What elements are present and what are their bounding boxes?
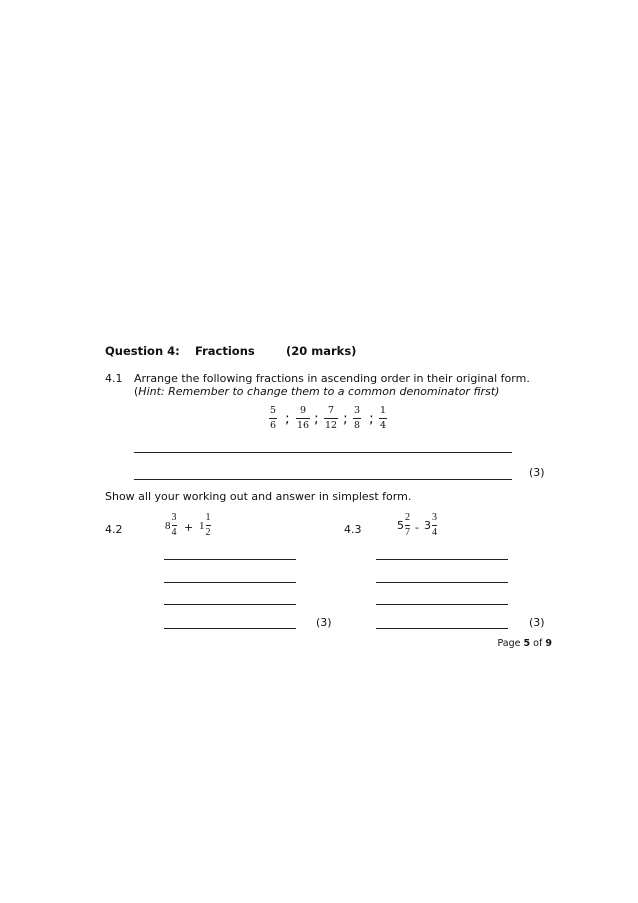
of-label: of xyxy=(533,638,543,649)
q42-term1-numerator: 3 xyxy=(171,512,177,523)
q43-marks: (3) xyxy=(529,616,545,629)
fraction-separator: ; xyxy=(369,411,374,427)
fraction-4-numerator: 3 xyxy=(354,405,361,416)
q43-term1-numerator: 2 xyxy=(405,512,410,523)
total-pages: 9 xyxy=(545,638,552,649)
q41-number: 4.1 xyxy=(105,372,123,385)
q41-answer-line[interactable] xyxy=(134,479,512,480)
fraction-1-numerator: 5 xyxy=(270,405,277,416)
question-title: Question 4: xyxy=(105,344,180,358)
q42-answer-line[interactable] xyxy=(164,628,296,629)
page-label: Page xyxy=(497,638,521,649)
q43-answer-line[interactable] xyxy=(376,559,508,560)
fraction-3-numerator: 7 xyxy=(328,405,335,416)
fraction-2-bar xyxy=(296,418,310,419)
q41-hint-text: Hint: Remember to change them to a common denominator first) xyxy=(138,385,500,398)
q43-operator: - xyxy=(415,521,419,534)
fraction-4 xyxy=(353,406,361,431)
fraction-separator: ; xyxy=(314,411,319,427)
q41-hint xyxy=(134,385,499,398)
fraction-5-denominator: 4 xyxy=(380,420,387,431)
q43-answer-line[interactable] xyxy=(376,628,508,629)
q42-term1-denominator: 4 xyxy=(171,527,177,538)
q42-term1-whole: 8 xyxy=(165,519,171,532)
q43-term1-denominator: 7 xyxy=(405,527,410,538)
q42-term2-numerator: 1 xyxy=(205,512,211,523)
q42-term1-fraction xyxy=(172,513,177,538)
fraction-separator: ; xyxy=(343,411,348,427)
q43-term1-bar xyxy=(405,525,410,526)
fraction-2-denominator: 16 xyxy=(297,420,310,431)
q42-operator: + xyxy=(184,521,194,534)
fraction-4-denominator: 8 xyxy=(354,420,361,431)
fraction-4-bar xyxy=(353,418,361,419)
current-page: 5 xyxy=(523,638,531,649)
q42-term2 xyxy=(199,513,211,538)
question-topic: Fractions xyxy=(195,344,255,358)
q43-term2-numerator: 3 xyxy=(432,512,437,523)
q43-term2-denominator: 4 xyxy=(432,527,437,538)
q42-term2-fraction xyxy=(206,513,211,538)
q42-answer-line[interactable] xyxy=(164,582,296,583)
q43-term2-whole: 3 xyxy=(424,519,431,532)
q42-marks: (3) xyxy=(316,616,332,629)
q42-term2-bar xyxy=(206,525,211,526)
fraction-5-bar xyxy=(379,418,387,419)
fraction-separator: ; xyxy=(285,411,290,427)
q41-answer-line[interactable] xyxy=(134,452,512,453)
q43-answer-line[interactable] xyxy=(376,582,508,583)
q43-term1-whole: 5 xyxy=(397,519,404,532)
q43-term2-bar xyxy=(432,525,437,526)
fraction-5 xyxy=(379,406,387,431)
fraction-3-denominator: 12 xyxy=(325,420,338,431)
fraction-2 xyxy=(296,406,310,431)
working-instruction: Show all your working out and answer in simplest form. xyxy=(105,490,412,503)
q42-answer-line[interactable] xyxy=(164,604,296,605)
q41-instruction: Arrange the following fractions in ascending order in their original form. xyxy=(134,372,530,385)
page-number xyxy=(497,638,552,649)
q41-hint-open: ( xyxy=(134,385,139,398)
fraction-3 xyxy=(324,406,338,431)
q41-marks: (3) xyxy=(529,466,545,479)
q43-term2 xyxy=(424,513,437,538)
q42-term2-whole: 1 xyxy=(199,519,205,532)
q42-number: 4.2 xyxy=(105,523,123,536)
q43-term1 xyxy=(397,513,410,538)
fraction-1 xyxy=(269,406,277,431)
q42-term2-denominator: 2 xyxy=(205,527,211,538)
fraction-1-denominator: 6 xyxy=(270,420,277,431)
q43-term2-fraction xyxy=(432,513,437,538)
q42-answer-line[interactable] xyxy=(164,559,296,560)
q43-answer-line[interactable] xyxy=(376,604,508,605)
fraction-5-numerator: 1 xyxy=(380,405,387,416)
q42-term1-bar xyxy=(172,525,177,526)
q43-term1-fraction xyxy=(405,513,410,538)
fraction-3-bar xyxy=(324,418,338,419)
q42-term1 xyxy=(165,513,177,538)
fraction-1-bar xyxy=(269,418,277,419)
fraction-2-numerator: 9 xyxy=(300,405,307,416)
q43-number: 4.3 xyxy=(344,523,362,536)
question-marks: (20 marks) xyxy=(286,344,357,358)
